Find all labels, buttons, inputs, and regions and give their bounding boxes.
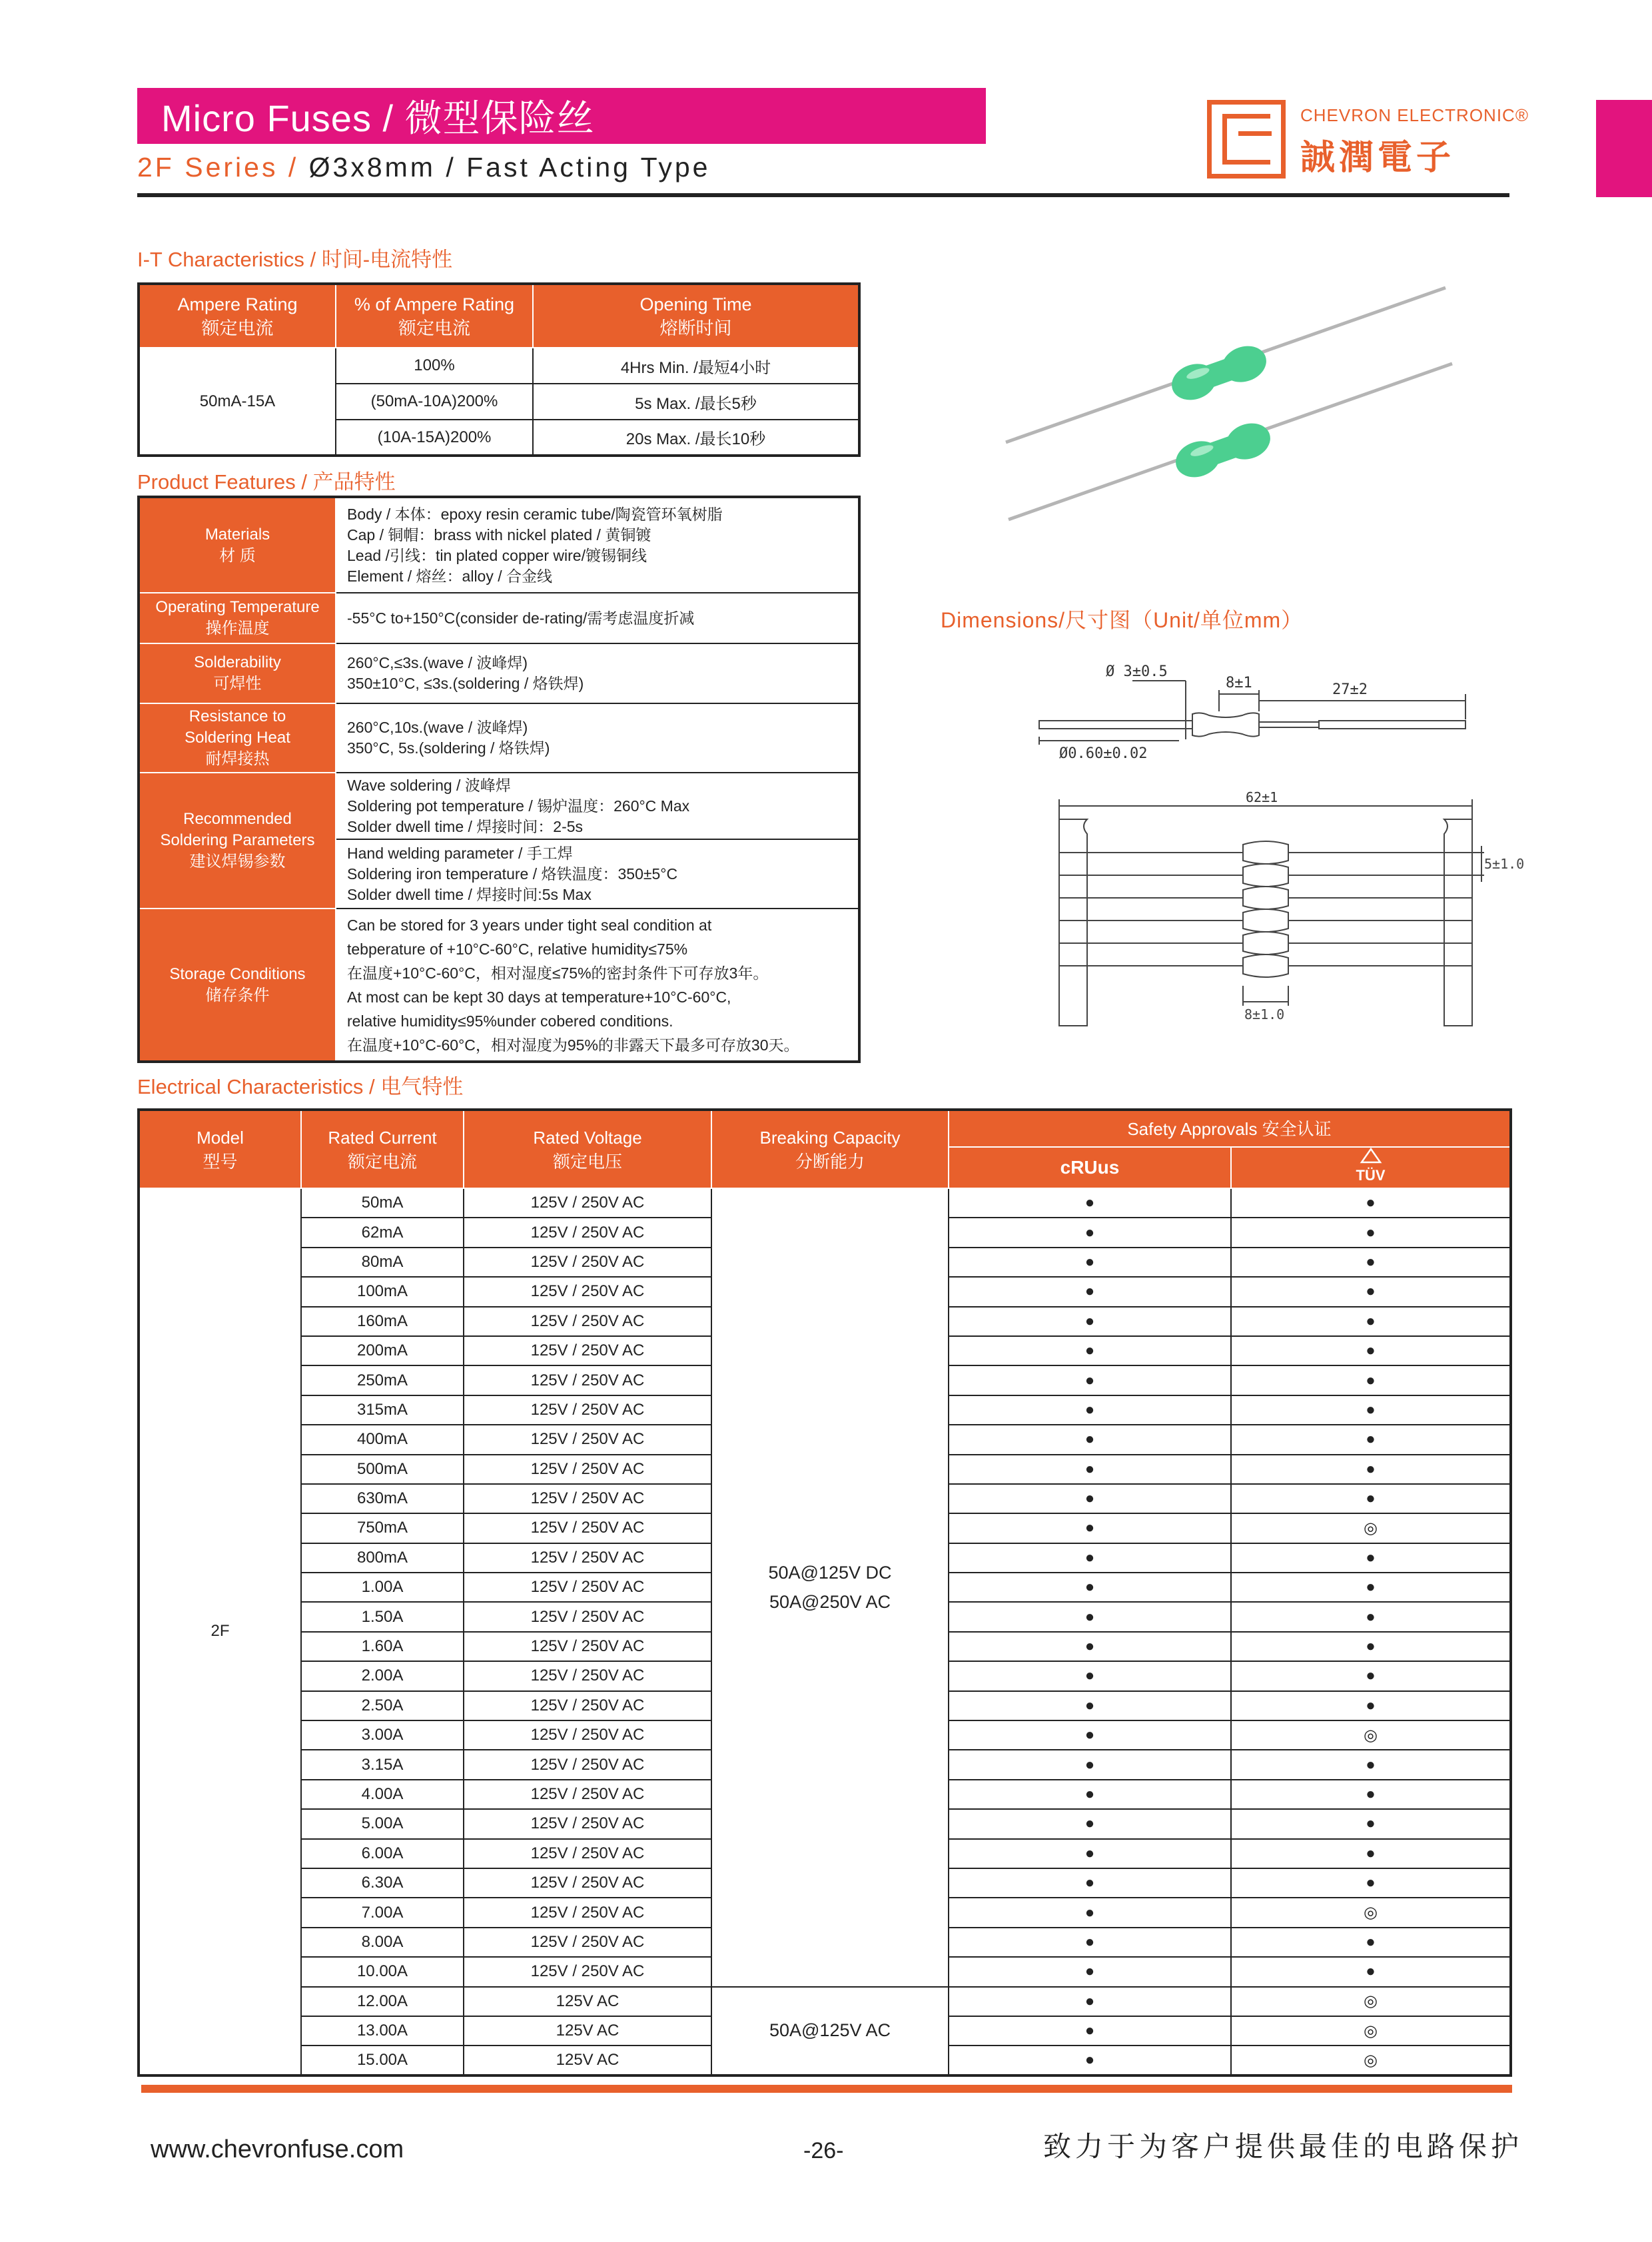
feat-materials: Body / 本体：epoxy resin ceramic tube/陶瓷管环氧树脂 Cap / 铜帽：brass with nickel plated / 黄铜镀 Lead /引线：tin plated copper wire/镀锡铜线 Element / 熔丝：alloy / 合金线 — [336, 497, 859, 593]
elec-voltage: 125V / 250V AC — [464, 1928, 711, 1957]
elec-voltage: 125V AC — [464, 2016, 711, 2046]
elec-voltage: 125V / 250V AC — [464, 1750, 711, 1779]
ul-approval-mark: ● — [949, 1632, 1231, 1661]
elec-current: 500mA — [301, 1455, 464, 1484]
elec-header-voltage: Rated Voltage 额定电压 — [464, 1110, 711, 1188]
table-row — [139, 1987, 1511, 2016]
tuv-approval-mark: ● — [1231, 1691, 1511, 1720]
ul-approval-mark: ● — [949, 1484, 1231, 1513]
ul-approval-mark: ● — [949, 1277, 1231, 1306]
elec-current: 160mA — [301, 1307, 464, 1336]
elec-current: 50mA — [301, 1188, 464, 1218]
ul-approval-mark: ● — [949, 1661, 1231, 1690]
tuv-approval-mark: ◎ — [1231, 2046, 1511, 2075]
tuv-approval-mark: ● — [1231, 1425, 1511, 1454]
elec-header-breaking: Breaking Capacity 分断能力 — [711, 1110, 949, 1188]
elec-voltage: 125V / 250V AC — [464, 1248, 711, 1277]
elec-voltage: 125V / 250V AC — [464, 1277, 711, 1306]
dimension-drawing-single — [1026, 653, 1479, 766]
ul-approval-mark: ● — [949, 1928, 1231, 1957]
elec-current: 12.00A — [301, 1987, 464, 2016]
elec-voltage: 125V / 250V AC — [464, 1957, 711, 1986]
feat-label-resistance: Resistance to Soldering Heat 耐焊接热 — [139, 703, 336, 773]
it-pct: (10A-15A)200% — [336, 420, 533, 456]
elec-current: 10.00A — [301, 1957, 464, 1986]
ul-approval-mark: ● — [949, 1839, 1231, 1868]
tuv-approval-mark: ● — [1231, 1336, 1511, 1365]
ul-approval-mark: ● — [949, 2046, 1231, 2075]
ul-approval-mark: ● — [949, 1957, 1231, 1986]
elec-voltage: 125V AC — [464, 1987, 711, 2016]
elec-voltage: 125V / 250V AC — [464, 1661, 711, 1690]
feat-label-recommended: Recommended Soldering Parameters 建议焊锡参数 — [139, 773, 336, 909]
dimensions-title: Dimensions/尺寸图（Unit/单位mm） — [941, 608, 1304, 632]
feat-solderability: 260°C,≤3s.(wave / 波峰焊) 350±10°C, ≤3s.(soldering / 烙铁焊) — [336, 643, 859, 703]
elec-voltage: 125V / 250V AC — [464, 1839, 711, 1868]
elec-current: 3.15A — [301, 1750, 464, 1779]
fuse-photo-1 — [1006, 288, 1446, 442]
page-title: Micro Fuses / 微型保险丝 — [161, 97, 595, 139]
tuv-approval-icon: TÜV — [1231, 1147, 1511, 1188]
ul-approval-mark: ● — [949, 1780, 1231, 1809]
elec-current: 3.00A — [301, 1720, 464, 1750]
elec-voltage: 125V / 250V AC — [464, 1336, 711, 1365]
elec-voltage: 125V / 250V AC — [464, 1780, 711, 1809]
it-header-time: Opening Time 熔断时间 — [533, 284, 859, 348]
ul-approval-mark: ● — [949, 1987, 1231, 2016]
feat-storage: Can be stored for 3 years under tight seal condition at tebperature of +10°C-60°C, relative humidity≤75% 在温度+10°C-60°C，相对湿度≤75%的密封条件下可存放3年。 At most can be kept 30 days at temperature+10°C-60°C, relative humidity≤95%under cobered conditions. 在温度+10°C-60°C，相对湿度为95%的非露天下最多可存放30天。 — [336, 909, 859, 1062]
elec-current: 6.00A — [301, 1839, 464, 1868]
footer-slogan: 致力于为客户提供最佳的电路保护 — [1043, 2130, 1523, 2163]
tuv-approval-mark: ● — [1231, 1839, 1511, 1868]
tuv-approval-mark: ◎ — [1231, 1898, 1511, 1927]
elec-current: 13.00A — [301, 2016, 464, 2046]
elec-voltage: 125V / 250V AC — [464, 1691, 711, 1720]
header-divider — [137, 193, 1509, 197]
elec-voltage: 125V / 250V AC — [464, 1898, 711, 1927]
footer-divider — [141, 2085, 1512, 2093]
elec-voltage: 125V / 250V AC — [464, 1307, 711, 1336]
feat-label-storage: Storage Conditions 储存条件 — [139, 909, 336, 1062]
brand-name-cn: 誠潤電子 — [1300, 138, 1455, 178]
elec-voltage: 125V / 250V AC — [464, 1365, 711, 1395]
tuv-approval-mark: ● — [1231, 1868, 1511, 1898]
elec-voltage: 125V / 250V AC — [464, 1602, 711, 1631]
tuv-approval-mark: ● — [1231, 1307, 1511, 1336]
dim-label-lead-length: 27±2 — [1332, 681, 1368, 698]
it-time: 5s Max. /最长5秒 — [533, 384, 859, 420]
dim-label-tape-body: 8±1.0 — [1244, 1006, 1285, 1022]
elec-current: 750mA — [301, 1513, 464, 1543]
ul-approval-mark: ● — [949, 1602, 1231, 1631]
elec-voltage: 125V / 250V AC — [464, 1188, 711, 1218]
electrical-table — [137, 1108, 1512, 2077]
tuv-approval-mark: ● — [1231, 1602, 1511, 1631]
ul-approval-mark: ● — [949, 1573, 1231, 1602]
ul-approval-mark: ● — [949, 1248, 1231, 1277]
ul-approval-mark: ● — [949, 1691, 1231, 1720]
elec-current: 1.60A — [301, 1632, 464, 1661]
elec-current: 4.00A — [301, 1780, 464, 1809]
elec-voltage: 125V / 250V AC — [464, 1513, 711, 1543]
elec-voltage: 125V / 250V AC — [464, 1868, 711, 1898]
elec-voltage: 125V / 250V AC — [464, 1455, 711, 1484]
features-table — [137, 496, 861, 1063]
elec-voltage: 125V AC — [464, 2046, 711, 2075]
dim-label-body-length: 8±1 — [1226, 675, 1252, 691]
ul-approval-mark: ● — [949, 1188, 1231, 1218]
dim-label-total-length: 62±1 — [1246, 789, 1278, 805]
dim-label-lead-diameter: Ø0.60±0.02 — [1059, 745, 1148, 762]
tuv-triangle-icon — [1358, 1148, 1384, 1164]
elec-voltage: 125V / 250V AC — [464, 1632, 711, 1661]
footer-website-link[interactable]: www.chevronfuse.com — [151, 2135, 404, 2163]
features-section-title: Product Features / 产品特性 — [137, 470, 396, 494]
elec-voltage: 125V / 250V AC — [464, 1425, 711, 1454]
elec-voltage: 125V / 250V AC — [464, 1395, 711, 1425]
elec-breaking-b: 50A@125V AC — [711, 1987, 949, 2075]
tuv-approval-mark: ● — [1231, 1928, 1511, 1957]
it-pct: 100% — [336, 348, 533, 384]
ul-approval-mark: ● — [949, 1750, 1231, 1779]
it-section-title: I-T Characteristics / 时间-电流特性 — [137, 248, 453, 271]
tuv-approval-mark: ● — [1231, 1277, 1511, 1306]
elec-header-model: Model 型号 — [139, 1110, 301, 1188]
elec-current: 100mA — [301, 1277, 464, 1306]
tuv-approval-mark: ● — [1231, 1573, 1511, 1602]
feat-resistance: 260°C,10s.(wave / 波峰焊) 350°C, 5s.(soldering / 烙铁焊) — [336, 703, 859, 773]
tuv-approval-mark: ◎ — [1231, 2016, 1511, 2046]
ul-approval-icon: cRUus — [949, 1147, 1231, 1188]
it-table — [137, 282, 861, 457]
subtitle-spec: Ø3x8mm / Fast Acting Type — [308, 152, 711, 183]
tuv-approval-mark: ● — [1231, 1484, 1511, 1513]
tuv-approval-mark: ● — [1231, 1248, 1511, 1277]
elec-current: 6.30A — [301, 1868, 464, 1898]
feat-label-optemp: Operating Temperature 操作温度 — [139, 593, 336, 643]
tuv-approval-mark: ● — [1231, 1395, 1511, 1425]
tuv-approval-mark: ● — [1231, 1661, 1511, 1690]
tuv-approval-mark: ● — [1231, 1365, 1511, 1395]
it-header-percent: % of Ampere Rating 额定电流 — [336, 284, 533, 348]
elec-current: 1.00A — [301, 1573, 464, 1602]
elec-current: 2.50A — [301, 1691, 464, 1720]
electrical-table-body — [139, 1188, 1511, 2075]
brand-logo-icon — [1207, 100, 1286, 179]
brand-name-en: CHEVRON ELECTRONIC® — [1300, 105, 1529, 125]
feat-hand-welding: Hand welding parameter / 手工焊 Soldering iron temperature / 烙铁温度：350±5°C Solder dwell time / 焊接时间:5s Max — [336, 839, 859, 909]
feat-optemp: -55°C to+150°C(consider de-rating/需考虑温度折减 — [336, 593, 859, 643]
it-range: 50mA-15A — [139, 348, 336, 456]
page-subtitle — [137, 152, 710, 183]
elec-header-current: Rated Current 额定电流 — [301, 1110, 464, 1188]
page-number: -26- — [803, 2138, 844, 2163]
ul-approval-mark: ● — [949, 1809, 1231, 1838]
ul-approval-mark: ● — [949, 1365, 1231, 1395]
elec-current: 5.00A — [301, 1809, 464, 1838]
elec-current: 8.00A — [301, 1928, 464, 1957]
elec-current: 62mA — [301, 1218, 464, 1247]
tuv-approval-mark: ◎ — [1231, 1720, 1511, 1750]
tuv-approval-mark: ● — [1231, 1750, 1511, 1779]
elec-current: 80mA — [301, 1248, 464, 1277]
elec-current: 250mA — [301, 1365, 464, 1395]
elec-current: 15.00A — [301, 2046, 464, 2075]
it-pct: (50mA-10A)200% — [336, 384, 533, 420]
elec-voltage: 125V / 250V AC — [464, 1809, 711, 1838]
tuv-approval-mark: ● — [1231, 1780, 1511, 1809]
elec-current: 1.50A — [301, 1602, 464, 1631]
tuv-approval-mark: ● — [1231, 1632, 1511, 1661]
elec-breaking-a: 50A@125V DC 50A@250V AC — [711, 1188, 949, 1987]
ul-approval-mark: ● — [949, 1425, 1231, 1454]
subtitle-series: 2F Series / — [137, 152, 299, 183]
elec-voltage: 125V / 250V AC — [464, 1218, 711, 1247]
fuse-photo-2 — [1009, 364, 1452, 520]
dim-label-diameter: Ø 3±0.5 — [1106, 663, 1168, 680]
ul-approval-mark: ● — [949, 1218, 1231, 1247]
ul-approval-mark: ● — [949, 1513, 1231, 1543]
tuv-approval-mark: ● — [1231, 1957, 1511, 1986]
tuv-approval-mark: ● — [1231, 1218, 1511, 1247]
elec-current: 200mA — [301, 1336, 464, 1365]
it-header-ampere: Ampere Rating 额定电流 — [139, 284, 336, 348]
ul-approval-mark: ● — [949, 1720, 1231, 1750]
tuv-approval-mark: ◎ — [1231, 1513, 1511, 1543]
elec-voltage: 125V / 250V AC — [464, 1573, 711, 1602]
ul-approval-mark: ● — [949, 1898, 1231, 1927]
it-time: 20s Max. /最长10秒 — [533, 420, 859, 456]
feat-wave-soldering: Wave soldering / 波峰焊 Soldering pot temperature / 锡炉温度：260°C Max Solder dwell time / 焊接时间：2-5s — [336, 773, 859, 839]
ul-approval-mark: ● — [949, 1455, 1231, 1484]
elec-current: 400mA — [301, 1425, 464, 1454]
electrical-section-title: Electrical Characteristics / 电气特性 — [137, 1075, 464, 1098]
elec-current: 800mA — [301, 1543, 464, 1573]
ul-approval-mark: ● — [949, 2016, 1231, 2046]
elec-header-safety: Safety Approvals 安全认证 — [949, 1110, 1511, 1147]
tuv-approval-mark: ● — [1231, 1455, 1511, 1484]
tuv-approval-mark: ◎ — [1231, 1987, 1511, 2016]
ul-approval-mark: ● — [949, 1336, 1231, 1365]
tuv-approval-mark: ● — [1231, 1543, 1511, 1573]
elec-voltage: 125V / 250V AC — [464, 1720, 711, 1750]
ul-approval-mark: ● — [949, 1307, 1231, 1336]
ul-approval-mark: ● — [949, 1543, 1231, 1573]
title-bar — [137, 88, 986, 144]
table-row — [139, 1188, 1511, 1218]
elec-current: 2.00A — [301, 1661, 464, 1690]
ul-approval-mark: ● — [949, 1395, 1231, 1425]
ul-approval-mark: ● — [949, 1868, 1231, 1898]
elec-current: 7.00A — [301, 1898, 464, 1927]
feat-label-materials: Materials 材 质 — [139, 497, 336, 593]
feat-label-solderability: Solderability 可焊性 — [139, 643, 336, 703]
elec-voltage: 125V / 250V AC — [464, 1484, 711, 1513]
page-tab-marker — [1596, 100, 1652, 197]
tuv-approval-mark: ● — [1231, 1188, 1511, 1218]
fuse-product-image — [993, 280, 1459, 533]
elec-current: 315mA — [301, 1395, 464, 1425]
dimension-drawing-tape — [1039, 786, 1525, 1039]
elec-current: 630mA — [301, 1484, 464, 1513]
tuv-approval-mark: ● — [1231, 1809, 1511, 1838]
elec-model: 2F — [139, 1188, 301, 2075]
it-time: 4Hrs Min. /最短4小时 — [533, 348, 859, 384]
dim-label-pitch: 5±1.0 — [1484, 856, 1525, 872]
elec-voltage: 125V / 250V AC — [464, 1543, 711, 1573]
